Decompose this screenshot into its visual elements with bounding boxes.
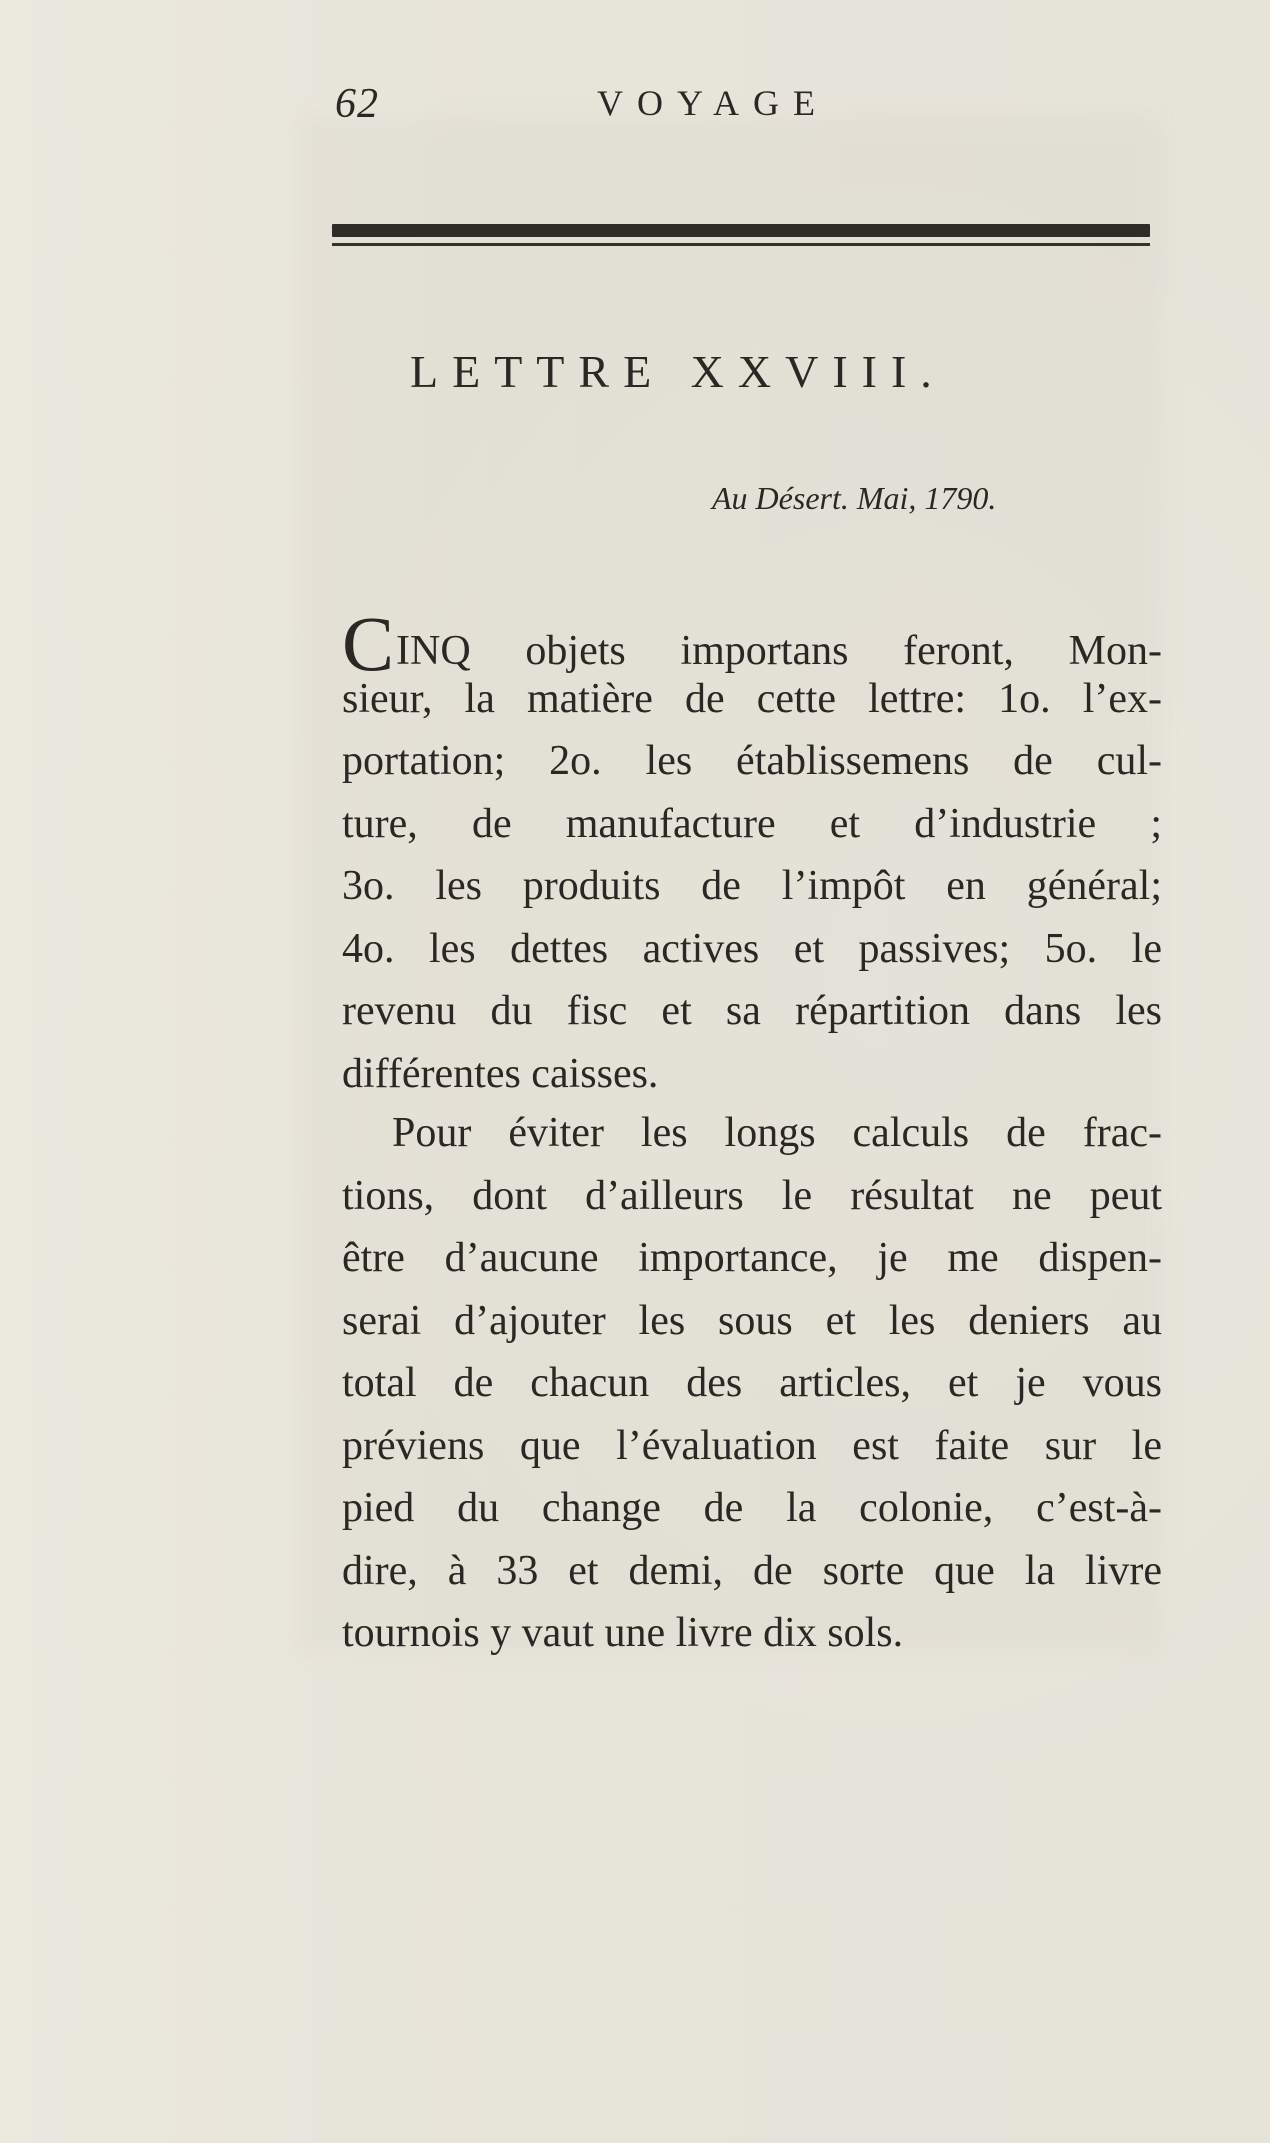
running-head (335, 80, 1155, 140)
paragraph-line: 4o. les dettes actives et passives; 5o. le (342, 925, 1162, 972)
letter-title: LETTRE XXVIII. (410, 346, 946, 397)
paragraph-line: dire, à 33 et demi, de sorte que la livre (342, 1547, 1162, 1594)
paragraph-line: total de chacun des articles, et je vous (342, 1360, 1162, 1406)
paragraph-line: être d’aucune importance, je me dispen- (342, 1235, 1162, 1281)
paragraph-line: sieur, la matière de cette lettre: 1o. l’ex- (342, 675, 1162, 722)
page-number: 62 (335, 81, 379, 127)
paragraph-line: revenu du fisc et sa répartition dans les (342, 988, 1162, 1034)
drop-cap: C (342, 600, 395, 687)
paragraph-line: portation; 2o. les établissemens de cul- (342, 738, 1162, 784)
paragraph-line: préviens que l’évaluation est faite sur le (342, 1422, 1162, 1469)
paragraph-line: ture, de manufacture et d’industrie ; (342, 800, 1162, 847)
thin-rule (332, 243, 1150, 246)
line-text: INQ objets importans feront, Mon- (396, 628, 1162, 674)
running-title: VOYAGE (597, 83, 829, 123)
paragraph-line: différentes caisses. (342, 1050, 659, 1097)
paragraph-line: tournois y vaut une livre dix sols. (342, 1610, 904, 1656)
paragraph-line (342, 600, 1162, 687)
paragraph-line (342, 1102, 1162, 1165)
first-paragraph (342, 600, 1162, 1105)
second-paragraph (342, 1102, 1162, 1665)
dateline: Au Désert. Mai, 1790. (712, 480, 997, 516)
paragraph-line: tions, dont d’ailleurs le résultat ne peut (342, 1172, 1162, 1219)
paragraph-line: 3o. les produits de l’impôt en général; (342, 863, 1162, 909)
line-text: Pour éviter les longs calculs de frac- (392, 1110, 1162, 1156)
thick-rule (332, 224, 1150, 237)
paragraph-line: pied du change de la colonie, c’est-à- (342, 1485, 1162, 1531)
paragraph-line: serai d’ajouter les sous et les deniers au (342, 1297, 1162, 1344)
section-rule (332, 224, 1150, 256)
